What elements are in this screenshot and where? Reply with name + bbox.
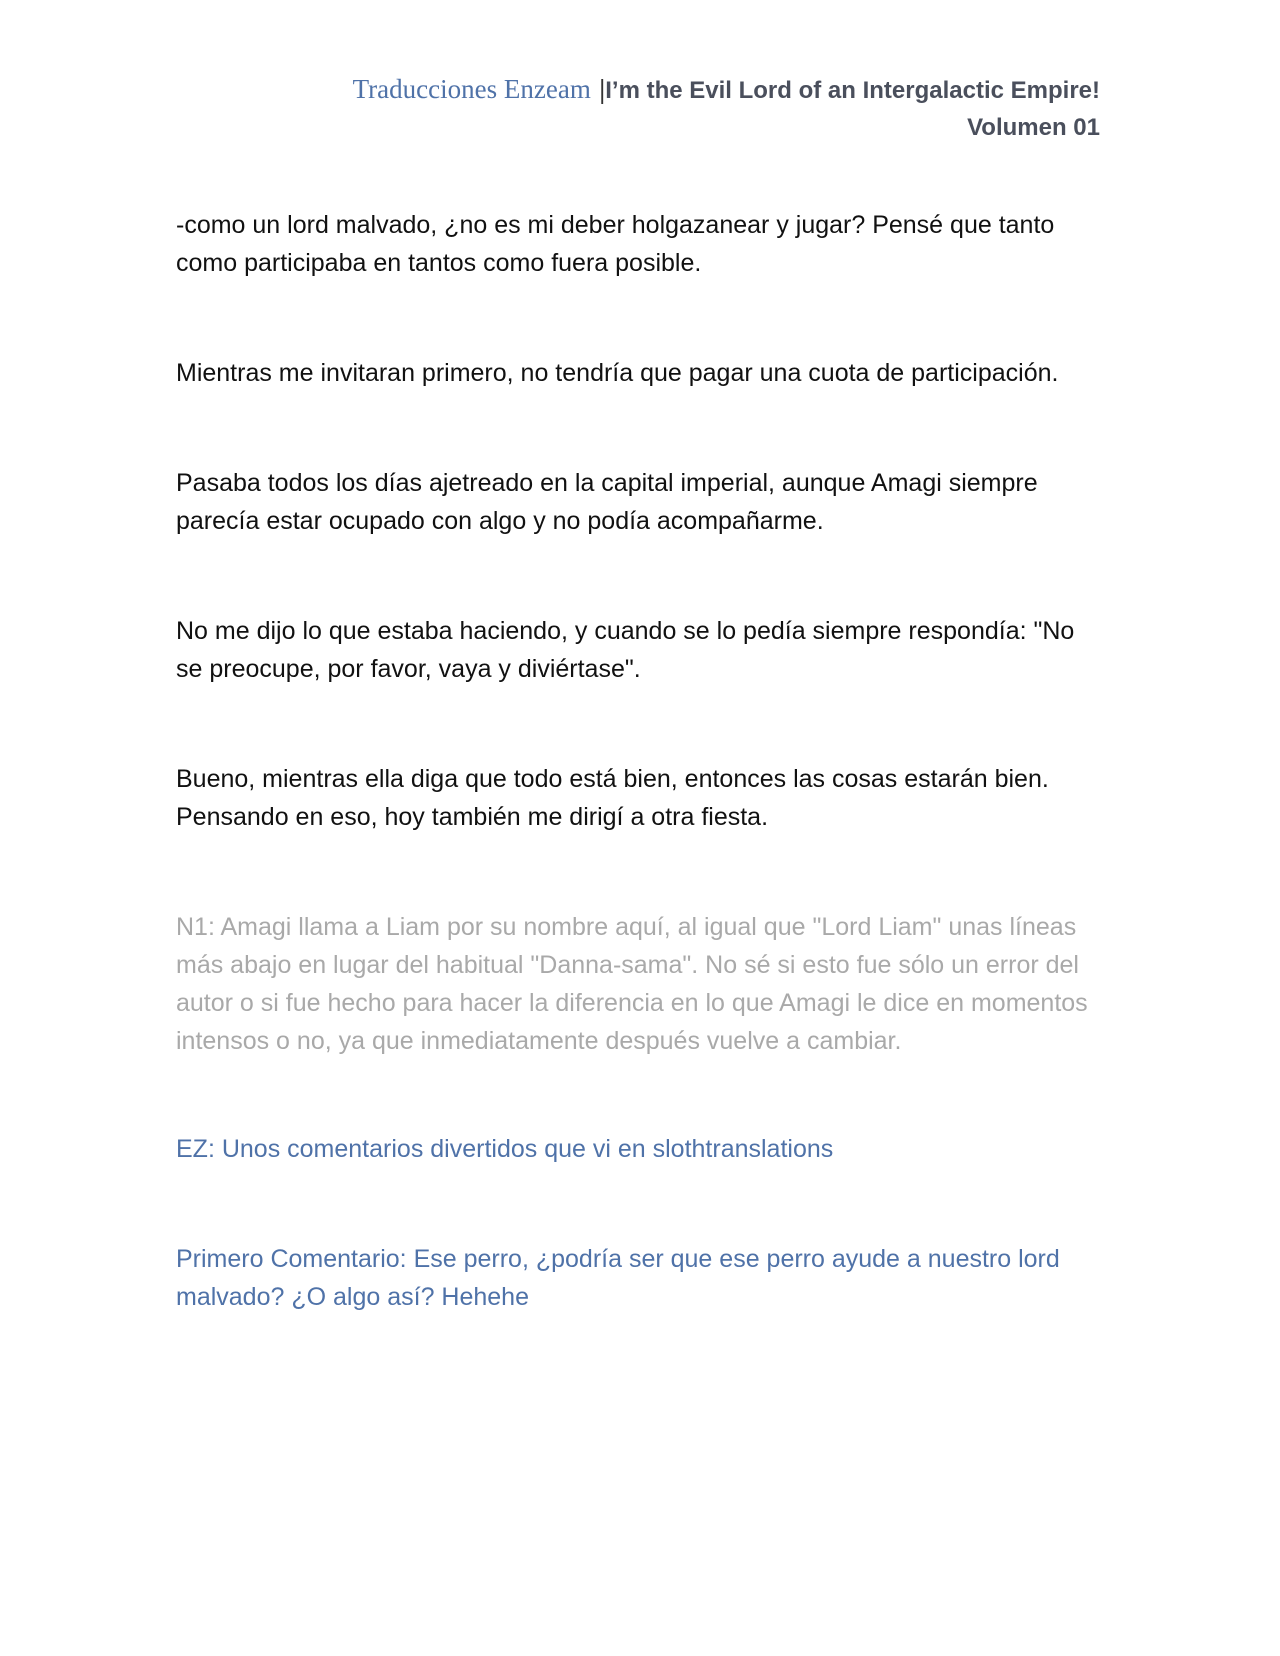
header-separator: | bbox=[599, 74, 606, 104]
first-comment: Primero Comentario: Ese perro, ¿podría ser que ese perro ayude a nuestro lord malvado? ¿O algo así? Hehehe bbox=[176, 1245, 1060, 1311]
paragraph-4: No me dijo lo que estaba haciendo, y cuando se lo pedía siempre respondía: "No se preocupe, por favor, vaya y diviértase". bbox=[176, 617, 1075, 683]
paragraph-5: Bueno, mientras ella diga que todo está bien, entonces las cosas estarán bien. Pensando en eso, hoy también me dirigí a otra fiesta. bbox=[176, 765, 1049, 831]
book-title: I’m the Evil Lord of an Intergalactic Empire! bbox=[605, 77, 1100, 104]
editor-comment: EZ: Unos comentarios divertidos que vi en slothtranslations bbox=[176, 1135, 834, 1163]
paragraph-1: -como un lord malvado, ¿no es mi deber holgazanear y jugar? Pensé que tanto como participaba en tantos como fuera posible. bbox=[176, 211, 1055, 277]
paragraph-3: Pasaba todos los días ajetreado en la capital imperial, aunque Amagi siempre parecía estar ocupado con algo y no podía acompañarme. bbox=[176, 469, 1038, 535]
site-name: Traducciones Enzeam bbox=[352, 74, 591, 104]
paragraph-2: Mientras me invitaran primero, no tendría que pagar una cuota de participación. bbox=[176, 359, 1059, 387]
page-header bbox=[200, 72, 1100, 145]
translator-note: N1: Amagi llama a Liam por su nombre aquí, al igual que "Lord Liam" unas líneas más abajo en lugar del habitual "Danna-sama". No sé si esto fue sólo un error del autor o si fue hecho para hacer la diferencia en lo que Amagi le dice en momentos intensos o no, ya que inmediatamente después vuelve a cambiar. bbox=[176, 913, 1088, 1055]
document-body bbox=[176, 206, 1106, 1316]
header-title-line bbox=[200, 72, 1100, 111]
volume-label: Volumen 01 bbox=[967, 114, 1100, 141]
